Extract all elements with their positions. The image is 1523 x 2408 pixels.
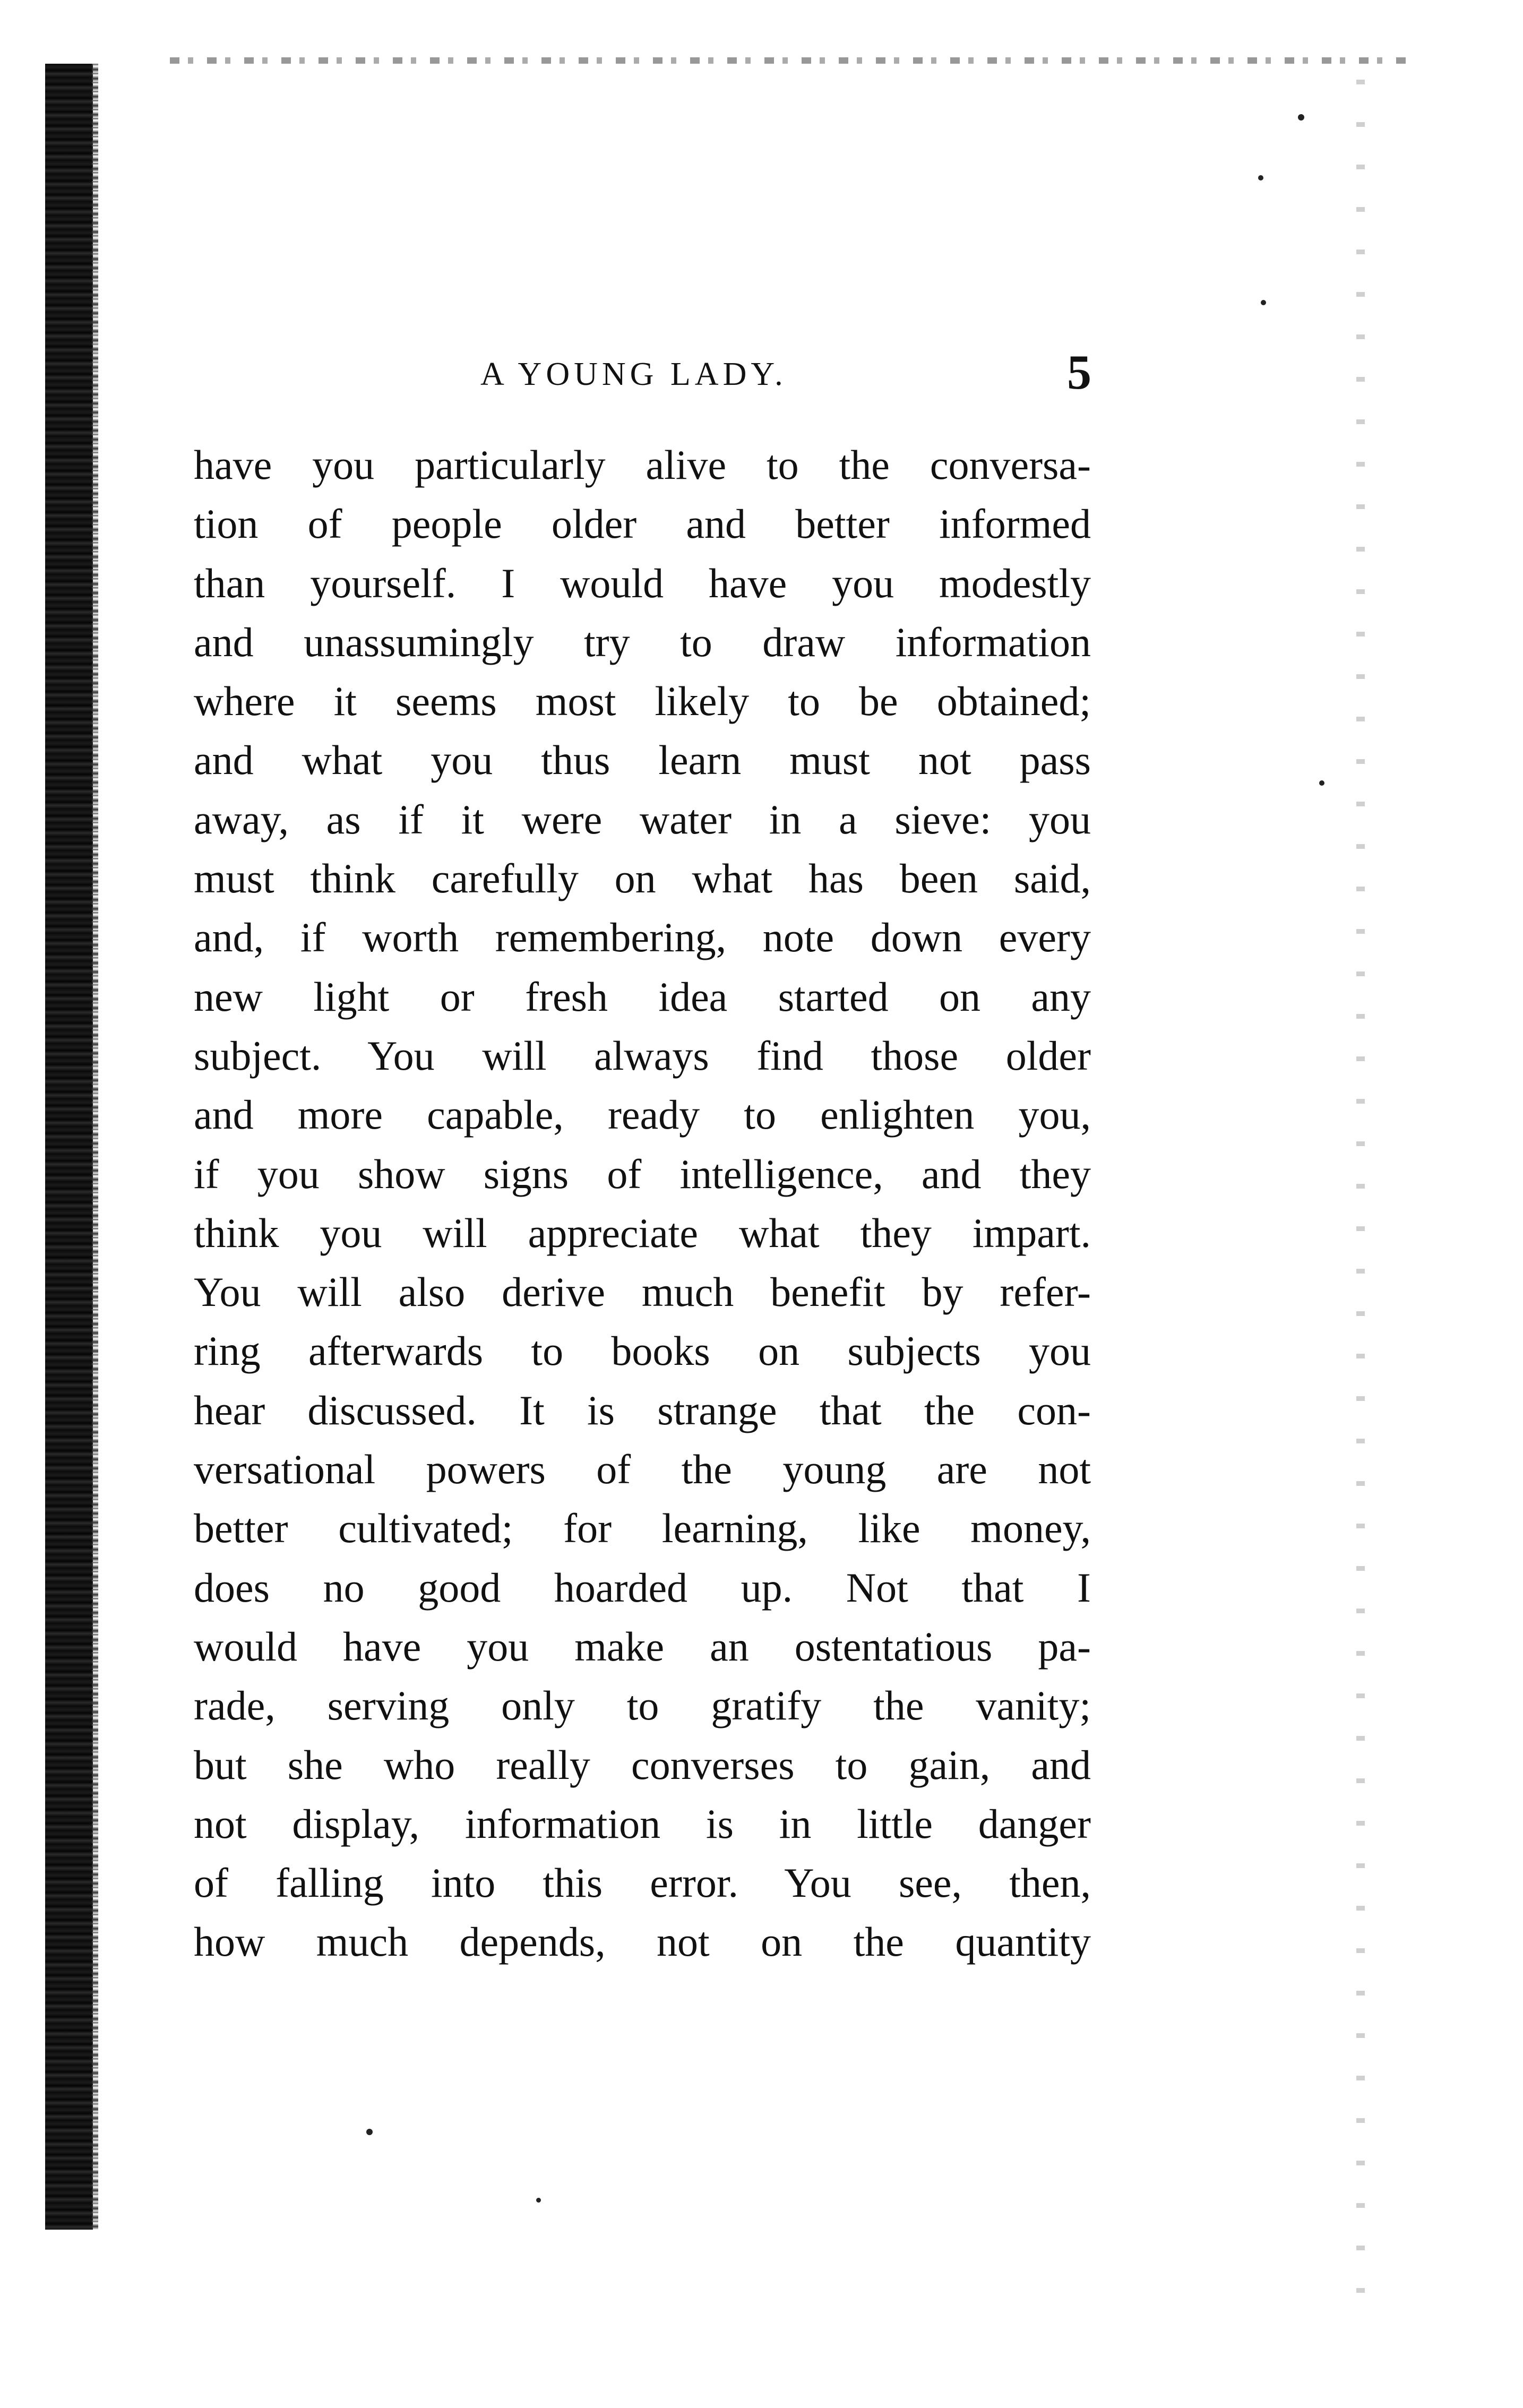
text-line: new light or fresh idea started on any — [194, 973, 1091, 1020]
text-line: if you show signs of intelligence, and they — [194, 1150, 1091, 1197]
scan-speck — [1261, 300, 1266, 305]
text-line: and what you thus learn must not pass — [194, 737, 1091, 784]
page-number: 5 — [1067, 345, 1091, 399]
text-line: but she who really converses to gain, and — [194, 1741, 1091, 1788]
text-line: rade, serving only to gratify the vanity; — [194, 1682, 1091, 1729]
page-header — [191, 340, 1094, 403]
text-line: and, if worth remembering, note down every — [194, 914, 1091, 961]
text-line: does no good hoarded up. Not that I — [194, 1564, 1091, 1611]
text-line: how much depends, not on the quantity — [194, 1919, 1091, 1965]
text-line: versational powers of the young are not — [194, 1446, 1091, 1493]
scan-speck — [536, 2198, 541, 2203]
text-line: hear discussed. It is strange that the con- — [194, 1387, 1091, 1433]
text-line: not display, information is in little danger — [194, 1800, 1091, 1847]
text-line: ring afterwards to books on subjects you — [194, 1328, 1091, 1374]
text-line: have you particularly alive to the conversa- — [194, 442, 1091, 488]
text-line: think you will appreciate what they impart. — [194, 1209, 1091, 1256]
body-text — [194, 435, 1091, 1972]
text-line: and unassumingly try to draw information — [194, 618, 1091, 665]
running-head: A YOUNG LADY. — [480, 356, 787, 392]
text-line: better cultivated; for learning, like money, — [194, 1505, 1091, 1552]
text-line: where it seems most likely to be obtained; — [194, 678, 1091, 725]
scan-noise-top — [170, 57, 1407, 64]
text-line: away, as if it were water in a sieve: you — [194, 796, 1091, 842]
scan-speck — [1319, 780, 1324, 786]
text-line: You will also derive much benefit by refer- — [194, 1269, 1091, 1315]
text-line: subject. You will always find those older — [194, 1032, 1091, 1079]
scan-noise-right — [1356, 80, 1365, 2320]
text-line: would have you make an ostentatious pa- — [194, 1623, 1091, 1670]
text-line: tion of people older and better informed — [194, 501, 1091, 547]
scan-speck — [366, 2129, 373, 2135]
scan-speck — [1298, 114, 1304, 121]
scan-speck — [1258, 175, 1263, 180]
text-line: than yourself. I would have you modestly — [194, 560, 1091, 606]
text-line: of falling into this error. You see, then, — [194, 1860, 1091, 1906]
text-line: and more capable, ready to enlighten you, — [194, 1091, 1091, 1138]
text-line: must think carefully on what has been said, — [194, 855, 1091, 902]
binding-edge — [45, 64, 93, 2230]
